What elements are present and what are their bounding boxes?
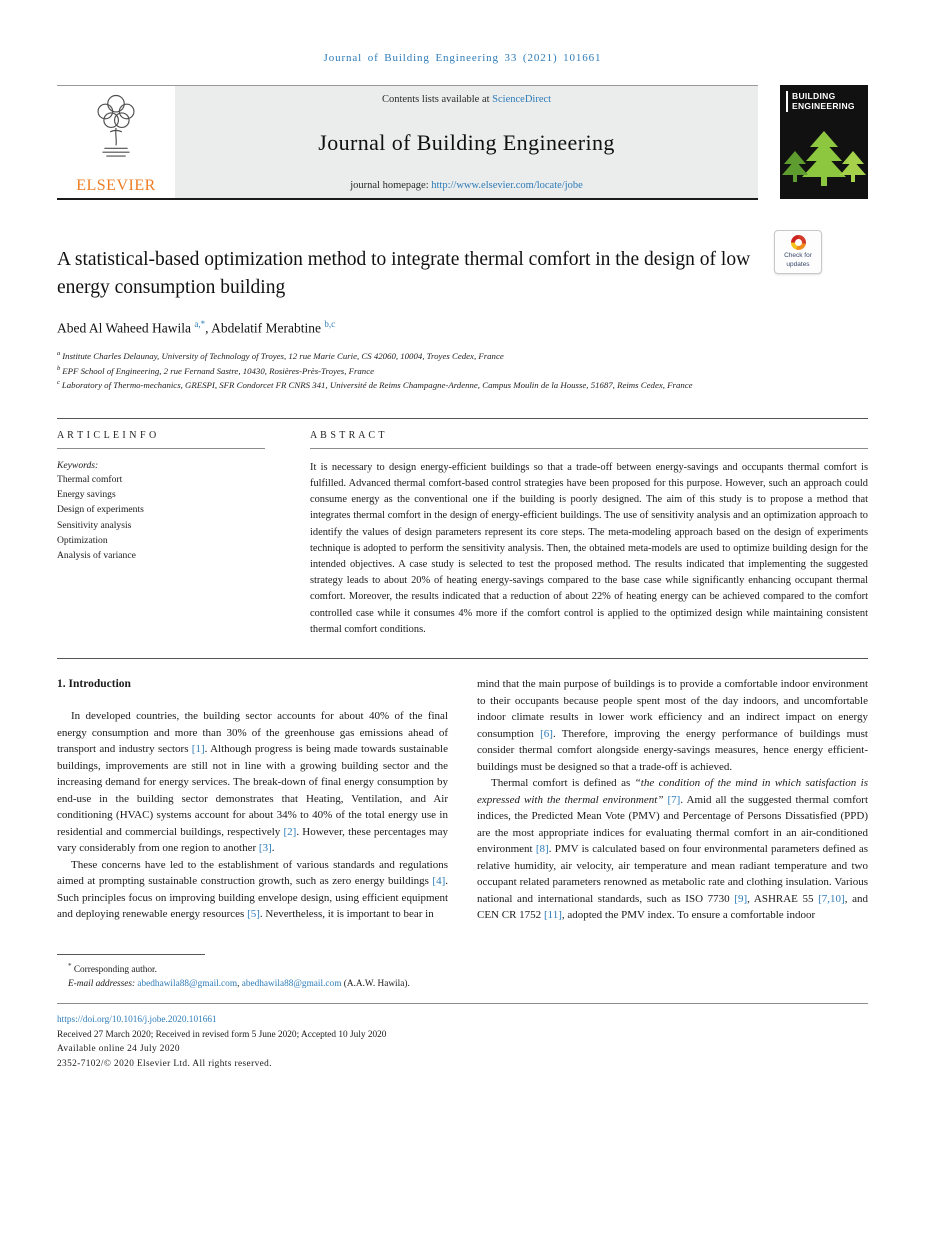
italic-text: E-mail addresses: xyxy=(68,979,138,990)
affiliation-sup: b xyxy=(57,364,61,372)
homepage-prefix: journal homepage: xyxy=(350,180,432,191)
paragraph: Thermal comfort is defined as “the condition of the mind in which satisfaction is expressed with the thermal environment” [7]. Amid all the suggested thermal comfort indices, the Predicted Mean Vote (PMV) and Percentage of Persons Dissatisfied (PPD) are the most appropriate indices for evaluating thermal comfort in an air-conditioned environment [8]. PMV is calculated based on four environmental parameters defined as relative humidity, air velocity, air temperature and mean radiant temperature and two occupant related parameters renowned as metabolic rate and clothing insulation. Various national and international standards, such as ISO 7730 [9], ASHRAE 55 [7,10], and CEN CR 1752 [11], adopted the PMV index. To ensure a comfortable indoor xyxy=(477,777,868,922)
citation-link[interactable]: [7] xyxy=(667,793,681,806)
keyword-item: Thermal comfort xyxy=(57,473,123,485)
journal-issue-reference: Journal of Building Engineering 33 (2021) 101661 xyxy=(323,52,602,64)
citation-link[interactable]: [5] xyxy=(247,908,260,921)
affiliation-text: EPF School of Engineering, 2 rue Fernand Sastre, 10430, Rosières-Près-Troyes, France xyxy=(62,365,374,376)
sciencedirect-link[interactable]: ScienceDirect xyxy=(492,94,552,105)
keyword-item: Sensitivity analysis xyxy=(57,519,132,531)
homepage-line xyxy=(350,180,583,191)
footnote-separator-rule xyxy=(57,954,205,955)
abstract-text: It is necessary to design energy-efficient buildings so that a trade-off between energy-savings and occupants thermal comfort is fulfilled. Advanced thermal comfort-based control strategies have been proposed for this purpose. However, such an approach could consume energy as the conventional one if the building is poorly designed. The aim of this study is to propose a method that integrates thermal comfort in the design of energy-efficient buildings. The use of sensitivity analysis and an optimization approach to identify the values of design parameters represent its core steps. The meta-modeling approach based on the design of experiments technique is adopted to perform the sensitivity analysis. Then, the obtained meta-models are used to optimize building design for the intended objectives. A case study is selected to test the proposed method. The results indicated that implementing the suggested strategy leads to about 20% of heating energy-savings compared to the base case while significantly enhancing occupant thermal comfort. Moreover, the results indicated that a reduction of about 22% of heating energy can be achieved compared to the comfort controlled case while it consumes 4% more if the comfort control is applied to the optimized design while maintaining consistent thermal comfort conditions. xyxy=(310,461,868,635)
keyword-item: Design of experiments xyxy=(57,504,144,516)
citation-link[interactable]: [3] xyxy=(258,842,272,855)
citation-link[interactable]: [11] xyxy=(543,909,562,922)
keyword-item: Optimization xyxy=(57,535,108,547)
inline-link[interactable]: abedhawila88@gmail.com xyxy=(241,979,342,990)
cover-title-line2: ENGINEERING xyxy=(792,101,855,112)
paragraph: These concerns have led to the establishment of various standards and regulations aimed at prompting sustainable construction growth, such as zero energy buildings [4]. Such principles focus on improving building envelope design, using efficient equipment and deploying renewable energy resources [5]. Nevertheless, it is important to bear in xyxy=(57,858,448,921)
contents-line xyxy=(382,94,551,105)
article-info-abstract-block xyxy=(57,418,868,659)
check-for-updates-label: Check for updates xyxy=(784,252,812,268)
article-info-column xyxy=(57,430,265,638)
citation-link[interactable]: [7,10] xyxy=(818,892,845,905)
italic-text: “the condition of the mind in which satisfaction is expressed with the thermal environment” xyxy=(477,777,868,806)
body-columns xyxy=(57,676,868,924)
journal-banner xyxy=(175,86,758,198)
section-heading-introduction: 1. Introduction xyxy=(57,678,131,691)
body-left-column xyxy=(57,676,448,924)
journal-cover-thumbnail xyxy=(780,85,868,199)
authors-line: Abed Al Waheed Hawila $^{a,*}$, Abdelatif Merabtine $^{b,c}$ xyxy=(57,318,336,336)
imprint-block xyxy=(57,1003,868,1071)
available-online-line: Available online 24 July 2020 xyxy=(57,1044,180,1055)
body-right-column xyxy=(477,676,868,924)
citation-link[interactable]: [8] xyxy=(535,843,549,856)
homepage-url-link[interactable]: http://www.elsevier.com/locate/jobe xyxy=(431,180,583,191)
keywords-label: Keywords: xyxy=(57,459,99,471)
affiliation-line xyxy=(57,378,868,393)
keyword-item: Analysis of variance xyxy=(57,550,136,562)
corresponding-author-note: * Corresponding author. xyxy=(68,961,157,975)
elsevier-tree-logo-icon xyxy=(85,91,147,161)
contents-prefix: Contents lists available at xyxy=(381,94,493,105)
journal-banner-title: Journal of Building Engineering xyxy=(318,129,615,155)
received-dates-line: Received 27 March 2020; Received in revised form 5 June 2020; Accepted 10 July 2020 xyxy=(57,1029,387,1040)
abstract-heading: A B S T R A C T xyxy=(310,430,868,449)
article-info-heading: A R T I C L E I N F O xyxy=(57,430,265,449)
paragraph: mind that the main purpose of buildings is to provide a comfortable indoor environment to their occupants because people spent most of the day indoors, and uncomfortable indoor climate results in lower work efficiency and an indirect impact on energy consumption [6]. Therefore, improving the energy performance of buildings must consider thermal comfort alongside energy-savings measures, hence energy efficient-buildings must be designed so that a trade-off is achieved. xyxy=(477,678,868,773)
affiliation-line xyxy=(57,349,868,364)
author-affiliation-sup-link[interactable]: a,* xyxy=(194,318,206,329)
cover-title xyxy=(792,91,855,111)
email-addresses-line: E-mail addresses: abedhawila88@gmail.com, abedhawila88@gmail.com (A.A.W. Hawila). xyxy=(68,979,410,990)
citation-link[interactable]: [4] xyxy=(432,875,446,888)
cover-title-line1: BUILDING xyxy=(792,91,836,101)
keyword-item: Energy savings xyxy=(57,489,116,501)
masthead-main xyxy=(57,85,758,200)
citation-link[interactable]: [9] xyxy=(734,892,748,905)
author-affiliation-sup-link[interactable]: b,c xyxy=(324,318,336,329)
elsevier-logo-box xyxy=(57,86,175,198)
elsevier-wordmark: ELSEVIER xyxy=(76,177,156,194)
citation-link[interactable]: [6] xyxy=(540,727,553,740)
affiliation-text: Laboratory of Thermo-mechanics, GRESPI, SFR Condorcet FR CNRS 341, Université de Reims Champagne-Ardenne, Campus Moulin de la Housse, 51687, Reims Cedex, France xyxy=(61,380,693,391)
affiliations xyxy=(57,349,868,393)
affiliation-sup: a xyxy=(57,350,61,358)
abstract-column xyxy=(310,430,868,638)
citation-link[interactable]: [1] xyxy=(191,743,205,756)
affiliation-text: Institute Charles Delaunay, University of Technology of Troyes, 12 rue Marie Curie, CS 42060, 10004, Troyes Cedex, France xyxy=(62,350,504,361)
superscript: * xyxy=(68,961,72,970)
copyright-line: 2352-7102/© 2020 Elsevier Ltd. All rights reserved. xyxy=(57,1058,272,1069)
inline-link[interactable]: abedhawila88@gmail.com xyxy=(137,979,238,990)
journal-cover-header xyxy=(780,85,868,112)
affiliation-sup: c xyxy=(57,379,60,387)
crossmark-icon xyxy=(791,235,806,250)
masthead xyxy=(57,85,868,200)
doi-link[interactable]: https://doi.org/10.1016/j.jobe.2020.101661 xyxy=(57,1015,217,1026)
cover-trees-illustration xyxy=(780,127,868,199)
check-for-updates-badge[interactable] xyxy=(774,230,822,274)
cover-accent-bar xyxy=(786,91,788,112)
title-row xyxy=(57,230,868,303)
paragraph: In developed countries, the building sector accounts for about 40% of the final energy consumption and more than 30% of the greenhouse gas emissions ahead of transport and industry sectors [1]. Although progress is being made towards sustainable buildings, improvements are still not in line with a growing building sector and the increasing demand for energy services. The break-down of final energy consumption by end-use in the building sector demonstrates that Heating, Ventilation, and Air conditioning (HVAC) systems account for about 34% to 40% of the total energy use in residential and commercial buildings, respectively [2]. However, these percentages may vary considerably from one region to another [3]. xyxy=(57,710,448,855)
article-title: A statistical-based optimization method to integrate thermal comfort in the design of low energy consumption building xyxy=(57,249,751,299)
footnotes xyxy=(57,954,868,992)
affiliation-line xyxy=(57,364,868,379)
citation-link[interactable]: [2] xyxy=(283,825,297,838)
